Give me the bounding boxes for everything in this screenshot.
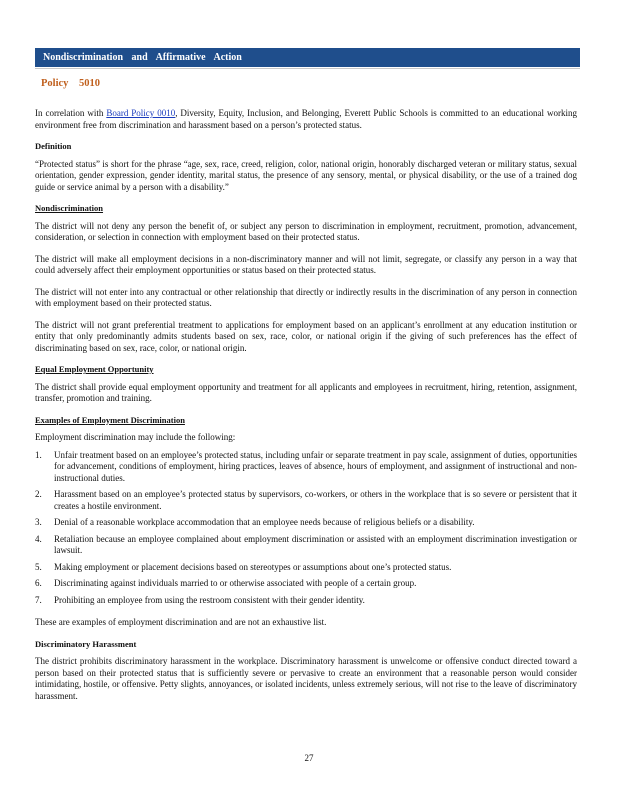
- list-item: 3. Denial of a reasonable workplace accommodation that an employee needs because of religious beliefs or a disability.: [35, 517, 475, 527]
- nondiscrimination-heading: Nondiscrimination: [35, 203, 104, 213]
- harassment-text: The district prohibits discriminatory harassment in the workplace. Discriminatory harassment is unwelcome or offensive conduct directed toward a person based on their protected status that is sufficiently severe or pervasive to create an environment that a reasonable person would consider intimidating, hostile, or offensive. Petty slights, annoyances, or isolated incidents, unless extremely serious, will not rise to the leave of discriminatory harassment.: [35, 656, 577, 701]
- list-item: 5. Making employment or placement decisions based on stereotypes or assumptions about one’s protected status.: [35, 561, 452, 572]
- list-item: 4. Retaliation because an employee complained about employment discrimination or assisted with an employment discrimination investigation or lawsuit.: [35, 533, 577, 555]
- examples-lead: Employment discrimination may include the following:: [35, 432, 236, 442]
- policy-title-bar: Nondiscrimination and Affirmative Action: [35, 48, 580, 67]
- nondiscrimination-paragraph-1: The district will not deny any person the benefit of, or subject any person to discrimination in employment, recruitment, promotion, advancement, consideration, or selection in connection with employment based on their protected status.: [35, 220, 577, 242]
- definition-heading: Definition: [35, 141, 72, 151]
- harassment-heading: Discriminatory Harassment: [35, 638, 137, 649]
- equal-employment-text: The district shall provide equal employment opportunity and treatment for all applicants and employees in recruitment, hiring, retention, assignment, transfer, promotion and training.: [35, 381, 577, 403]
- equal-employment-heading: Equal Employment Opportunity: [35, 364, 154, 374]
- examples-heading: Examples of Employment Discrimination: [35, 414, 185, 425]
- intro-before-link: In correlation with: [35, 108, 107, 118]
- intro-after-link: , Diversity, Equity, Inclusion, and Belonging, Everett Public Schools is committed to an educational working environment free from discrimination and harassment based on a person’s protected status.: [35, 108, 577, 130]
- list-item: 2. Harassment based on an employee’s protected status by supervisors, co-workers, or others in the workplace that is so severe or persistent that it creates a hostile environment.: [35, 489, 577, 511]
- list-item: 6. Discriminating against individuals married to or otherwise associated with people of a certain group.: [35, 578, 417, 588]
- nondiscrimination-paragraph-3: The district will not enter into any contractual or other relationship that directly or indirectly results in the discrimination of any person in connection with employment based on their protected status.: [35, 286, 577, 308]
- definition-text: “Protected status” is short for the phrase “age, sex, race, creed, religion, color, national origin, honorably discharged veteran or military status, sexual orientation, gender expression, gender identity, marital status, the presence of any sensory, mental, or physical disability, or the use of a trained dog guide or service animal by a person with a disability.”: [35, 158, 577, 192]
- title-divider: [35, 68, 580, 69]
- policy-number: Policy 5010: [41, 78, 101, 89]
- examples-closing: These are examples of employment discrimination and are not an exhaustive list.: [35, 617, 327, 627]
- examples-list: [35, 450, 577, 607]
- nondiscrimination-paragraph-4: The district will not grant preferential treatment to applications for employment based on an applicant’s enrollment at any education institution or entity that only predominantly admits students based on sex, race, color, or national origin if the giving of such preferences has the effect of discriminating based on sex, race, color, or national origin.: [35, 319, 577, 353]
- document-body: [35, 108, 577, 702]
- board-policy-link[interactable]: Board Policy 0010: [106, 108, 176, 118]
- intro-paragraph: [35, 108, 577, 131]
- list-item: 7. Prohibiting an employee from using the restroom consistent with their gender identity.: [35, 594, 365, 605]
- nondiscrimination-paragraph-2: The district will make all employment decisions in a non-discriminatory manner and will not limit, segregate, or classify any person in a way that could adversely affect their employment opportunities or status based on their protected status.: [35, 253, 577, 275]
- page-number: 27: [304, 753, 314, 763]
- list-item: 1. Unfair treatment based on an employee’s protected status, including unfair or separate treatment in pay scale, assignment of duties, opportunities for advancement, conditions of employment, hiring practices, leaves of absence, hours of employment, and assignment of instructional and non-instructional duties.: [35, 449, 577, 483]
